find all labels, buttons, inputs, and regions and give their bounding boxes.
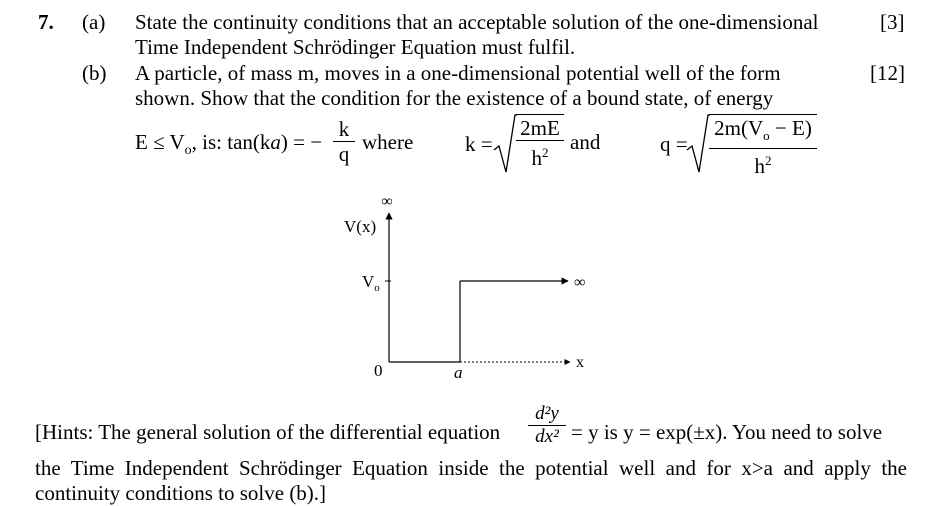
v0-main: V [362,272,375,291]
fraction-k-over-q [333,118,355,165]
v0-sub: o [374,282,380,294]
infinity-right-label: ∞ [574,274,586,291]
q-num-sub: o [763,128,770,144]
hints-line3: continuity conditions to solve (b).] [35,481,327,505]
part-a-marks: [3] [880,10,905,34]
k-den-sup: 2 [542,145,549,160]
where-word: where [362,130,414,154]
infinity-top-label: ∞ [381,193,393,210]
x-axis-label: x [576,354,584,371]
part-b-label: (b) [82,61,107,85]
fraction-q: q [338,142,350,166]
d2y-denominator: dx² [535,426,559,447]
condition-lead [135,130,322,163]
k-root-sign [493,114,517,176]
question-number: 7. [38,10,54,34]
q-root-fraction [709,114,817,177]
condition-is: , is: [191,130,222,154]
q-fraction-bar [709,148,817,149]
q-denominator [709,150,817,177]
q-root-sign [686,114,710,176]
part-b-line2: shown. Show that the condition for the existence of a bound state, of energy [135,86,774,110]
hints-line2: the Time Independent Schrödinger Equation inside the potential well and for x>a and apply the [35,456,907,480]
q-num-b: − E) [769,116,812,140]
condition-tan: tan(k [227,130,271,154]
hints-open: [Hints: The general solution of the differential equation [35,420,501,444]
hints-eq-part: = y is y = exp(±x). You need to solve [571,420,883,444]
part-a-line1: State the continuity conditions that an acceptable solution of the one-dimensional [135,10,819,34]
v-of-x-label: V(x) [344,217,377,236]
k-den-h: h [531,146,542,170]
q-num-a: 2m(V [714,116,764,140]
d2y-numerator: d²y [535,403,559,424]
k-lhs: k = [465,132,493,156]
v0-label [362,272,380,294]
d2y-fraction [528,404,566,447]
condition-tan-a: a [270,130,281,154]
k-fraction-bar [516,140,564,141]
q-numerator [709,117,817,147]
fraction-k: k [338,117,350,141]
part-a-label: (a) [82,10,106,34]
a-label: a [454,363,463,382]
condition-e-le-v: E ≤ V [135,130,185,154]
k-root-fraction [516,114,564,169]
part-b-line1: A particle, of mass m, moves in a one-dimensional potential well of the form [135,61,781,85]
condition-tan-close: ) = − [280,130,323,154]
condition-v0-sub: o [184,143,192,159]
origin-label: 0 [374,361,383,380]
part-b-marks: [12] [870,61,905,85]
part-a-line2: Time Independent Schrödinger Equation must fulfil. [135,35,576,59]
and-word: and [570,130,601,154]
k-numerator: 2mE [520,116,560,140]
potential-well-graph [330,190,630,390]
k-denominator [516,142,564,169]
q-den-sup: 2 [765,153,772,169]
q-lhs: q = [660,132,688,156]
q-den-h: h [754,154,765,179]
